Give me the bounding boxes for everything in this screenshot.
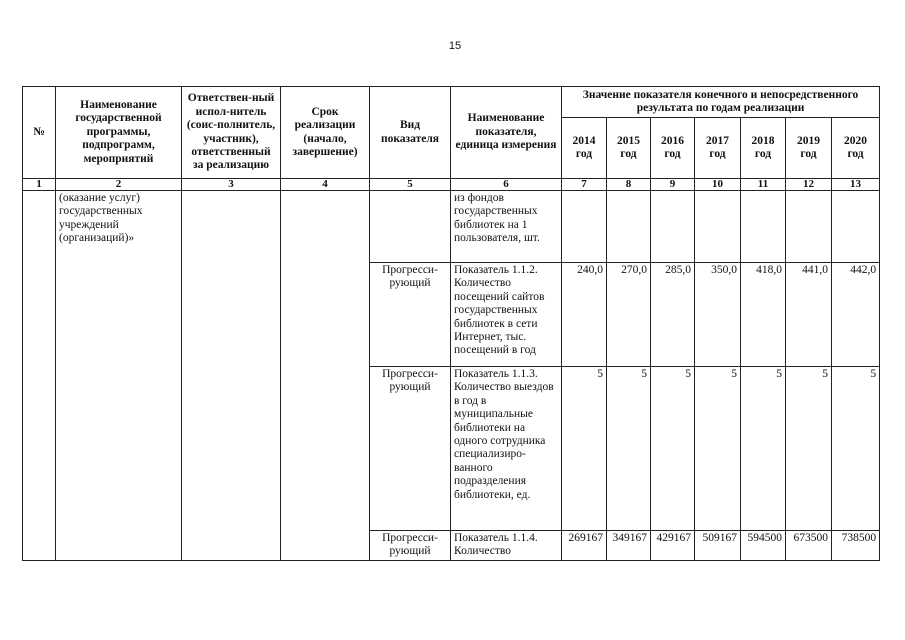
- header-num: №: [23, 87, 56, 179]
- value-cell: [741, 191, 786, 263]
- column-number: 3: [182, 179, 281, 191]
- indicators-table: [22, 86, 880, 561]
- value-cell: 285,0: [651, 263, 695, 367]
- column-number: 9: [651, 179, 695, 191]
- header-program: Наименование государственной программы, подпрограмм, мероприятий: [56, 87, 182, 179]
- header-period: Срок реализации (начало, завершение): [281, 87, 370, 179]
- value-cell: 5: [832, 367, 880, 531]
- column-number: 5: [370, 179, 451, 191]
- cell-period: [281, 191, 370, 561]
- value-cell: [695, 191, 741, 263]
- indicator-kind: Прогресси-рующий: [370, 531, 451, 561]
- value-cell: 240,0: [562, 263, 607, 367]
- column-number: 6: [451, 179, 562, 191]
- header-row: [23, 87, 880, 118]
- column-number: 4: [281, 179, 370, 191]
- value-cell: 5: [786, 367, 832, 531]
- column-number: 8: [607, 179, 651, 191]
- column-number: 7: [562, 179, 607, 191]
- header-year: 2017 год: [695, 118, 741, 179]
- column-number: 12: [786, 179, 832, 191]
- header-year: 2016 год: [651, 118, 695, 179]
- indicator-kind: [370, 191, 451, 263]
- indicator-name: Показатель 1.1.3. Количество выездов в год в муниципальные библиотеки на одного сотрудника специализиро-ванного подразделения библиотеки, ед.: [451, 367, 562, 531]
- value-cell: 673500: [786, 531, 832, 561]
- indicator-kind: Прогресси-рующий: [370, 367, 451, 531]
- value-cell: 5: [741, 367, 786, 531]
- value-cell: 270,0: [607, 263, 651, 367]
- header-year: 2015 год: [607, 118, 651, 179]
- column-numbers-row: [23, 179, 880, 191]
- value-cell: 594500: [741, 531, 786, 561]
- cell-responsible: [182, 191, 281, 561]
- column-number: 10: [695, 179, 741, 191]
- indicator-kind: Прогресси-рующий: [370, 263, 451, 367]
- value-cell: 350,0: [695, 263, 741, 367]
- column-number: 11: [741, 179, 786, 191]
- header-kind: Вид показателя: [370, 87, 451, 179]
- header-responsible: Ответствен-ный испол-нитель (соис-полнитель, участник), ответственный за реализацию: [182, 87, 281, 179]
- indicator-name: Показатель 1.1.2. Количество посещений сайтов государственных библиотек в сети Интернет, тыс. посещений в год: [451, 263, 562, 367]
- program-name: (оказание услуг) государственных учреждений (организаций)»: [56, 191, 182, 561]
- header-values: Значение показателя конечного и непосредственного результата по годам реализации: [562, 87, 880, 118]
- value-cell: 509167: [695, 531, 741, 561]
- value-cell: 5: [651, 367, 695, 531]
- column-number: 13: [832, 179, 880, 191]
- header-year: 2018 год: [741, 118, 786, 179]
- value-cell: 269167: [562, 531, 607, 561]
- indicator-name: из фондов государственных библиотек на 1 пользователя, шт.: [451, 191, 562, 263]
- value-cell: 441,0: [786, 263, 832, 367]
- table-row: [23, 191, 880, 263]
- column-number: 1: [23, 179, 56, 191]
- indicator-name: Показатель 1.1.4. Количество: [451, 531, 562, 561]
- value-cell: [786, 191, 832, 263]
- cell-num: [23, 191, 56, 561]
- header-year: 2020 год: [832, 118, 880, 179]
- value-cell: 5: [562, 367, 607, 531]
- value-cell: [562, 191, 607, 263]
- value-cell: 5: [607, 367, 651, 531]
- column-number: 2: [56, 179, 182, 191]
- page-number: 15: [448, 40, 462, 52]
- value-cell: 418,0: [741, 263, 786, 367]
- header-indicator: Наименование показателя, единица измерения: [451, 87, 562, 179]
- value-cell: [651, 191, 695, 263]
- header-year: 2019 год: [786, 118, 832, 179]
- value-cell: 738500: [832, 531, 880, 561]
- value-cell: 349167: [607, 531, 651, 561]
- value-cell: [607, 191, 651, 263]
- header-year: 2014 год: [562, 118, 607, 179]
- value-cell: 5: [695, 367, 741, 531]
- value-cell: 442,0: [832, 263, 880, 367]
- value-cell: [832, 191, 880, 263]
- value-cell: 429167: [651, 531, 695, 561]
